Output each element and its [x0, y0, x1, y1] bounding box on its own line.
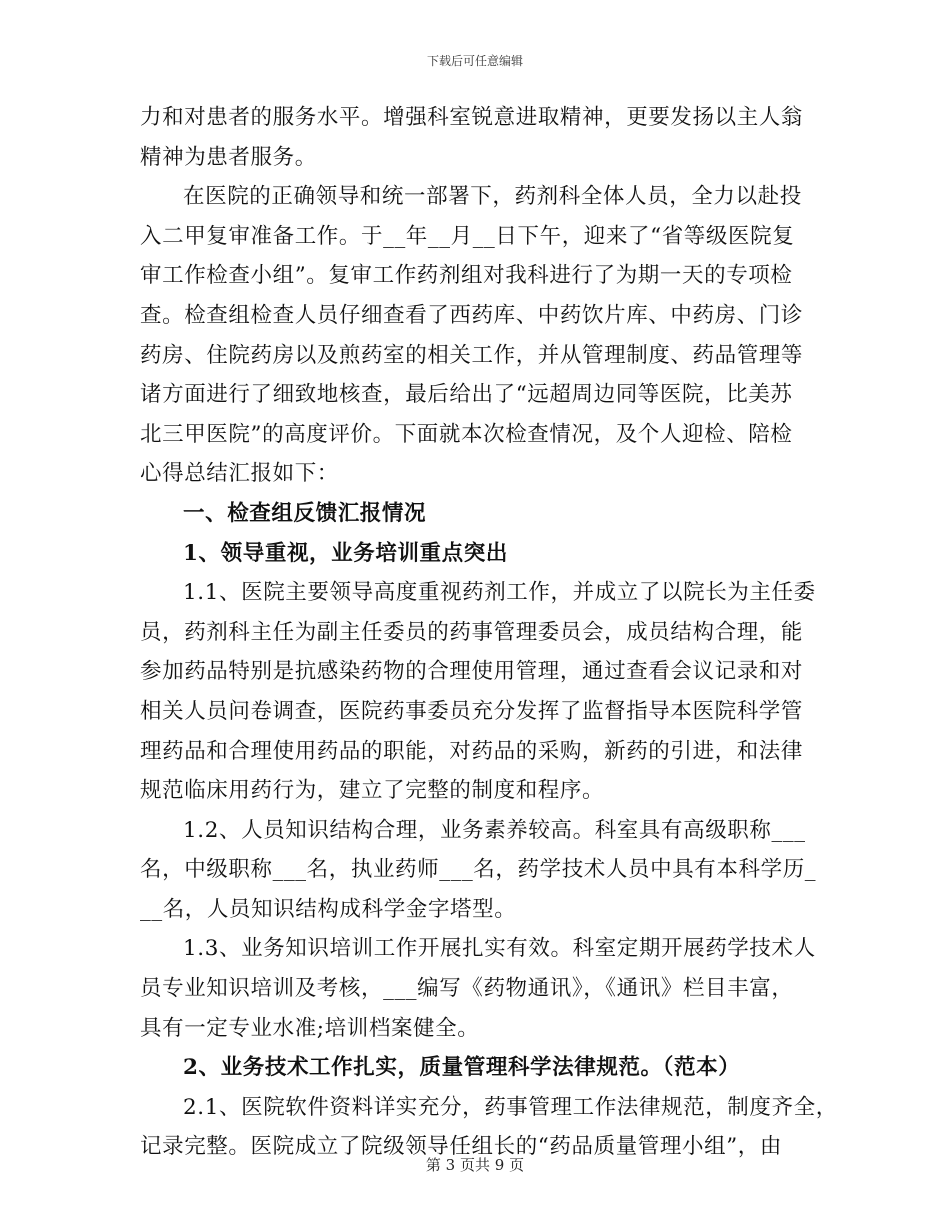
paragraph-line: 规范临床用药行为，建立了完整的制度和程序。: [140, 778, 605, 804]
subsection-heading: 2、业务技术工作扎实，质量管理科学法律规范。（范本）: [183, 1055, 741, 1081]
paragraph-line: 1.3、业务知识培训工作开展扎实有效。科室定期开展药学技术人: [183, 936, 816, 962]
document-body: [140, 98, 838, 1167]
paragraph-line: 力和对患者的服务水平。增强科室锐意进取精神，更要发扬以主人翁: [140, 105, 804, 130]
paragraph-line: 心得总结汇报如下：: [140, 461, 339, 487]
paragraph-line: 相关人员问卷调查，医院药事委员充分发挥了监督指导本医院科学管: [140, 698, 804, 724]
paragraph-line: 在医院的正确领导和统一部署下，药剂科全体人员，全力以赴投: [183, 184, 802, 210]
paragraph-line: 北三甲医院”的高度评价。下面就本次检查情况，及个人迎检、陪检: [140, 421, 793, 447]
paragraph-line: 员专业知识培训及考核，___编写《药物通讯》，《通讯》栏目丰富，: [140, 976, 794, 1002]
paragraph-line: 具有一定专业水准;培训档案健全。: [140, 1015, 480, 1041]
paragraph-line: 入二甲复审准备工作。于__年__月__日下午，迎来了“省等级医院复: [140, 223, 795, 249]
paragraph-line: 参加药品特别是抗感染药物的合理使用管理，通过查看会议记录和对: [140, 659, 804, 685]
subsection-heading: 1、领导重视，业务培训重点突出: [183, 540, 508, 566]
paragraph-line: 查。检查组检查人员仔细查看了西药库、中药饮片库、中药房、门诊: [140, 302, 804, 328]
paragraph-line: 记录完整。医院成立了院级领导任组长的“药品质量管理小组”，由: [140, 1134, 782, 1160]
paragraph-line: 1.1、医院主要领导高度重视药剂工作，并成立了以院长为主任委: [183, 580, 816, 606]
page-header: 下载后可任意编辑: [426, 54, 523, 68]
paragraph-line: 药房、住院药房以及煎药室的相关工作，并从管理制度、药品管理等: [140, 342, 804, 368]
paragraph-line: 2.1、医院软件资料详实充分，药事管理工作法律规范，制度齐全，: [183, 1094, 838, 1120]
page-footer: 第 3 页共 9 页: [425, 1156, 525, 1174]
paragraph-line: 1.2、人员知识结构合理，业务素养较高。科室具有高级职称___: [183, 817, 806, 843]
paragraph-line: 理药品和合理使用药品的职能，对药品的采购，新药的引进，和法律: [140, 738, 804, 764]
paragraph-line: 诸方面进行了细致地核查，最后给出了“远超周边同等医院，比美苏: [140, 382, 793, 408]
section-heading: 一、检查组反馈汇报情况: [183, 500, 427, 526]
paragraph-line: 精神为患者服务。: [140, 144, 317, 170]
paragraph-line: 员，药剂科主任为副主任委员的药事管理委员会，成员结构合理，能: [140, 619, 804, 645]
paragraph-line: 名，中级职称___名，执业药师___名，药学技术人员中具有本科学历_: [140, 857, 817, 883]
paragraph-line: 审工作检查小组”。复审工作药剂组对我科进行了为期一天的专项检: [140, 263, 793, 289]
paragraph-line: __名，人员知识结构成科学金字塔型。: [140, 896, 517, 922]
